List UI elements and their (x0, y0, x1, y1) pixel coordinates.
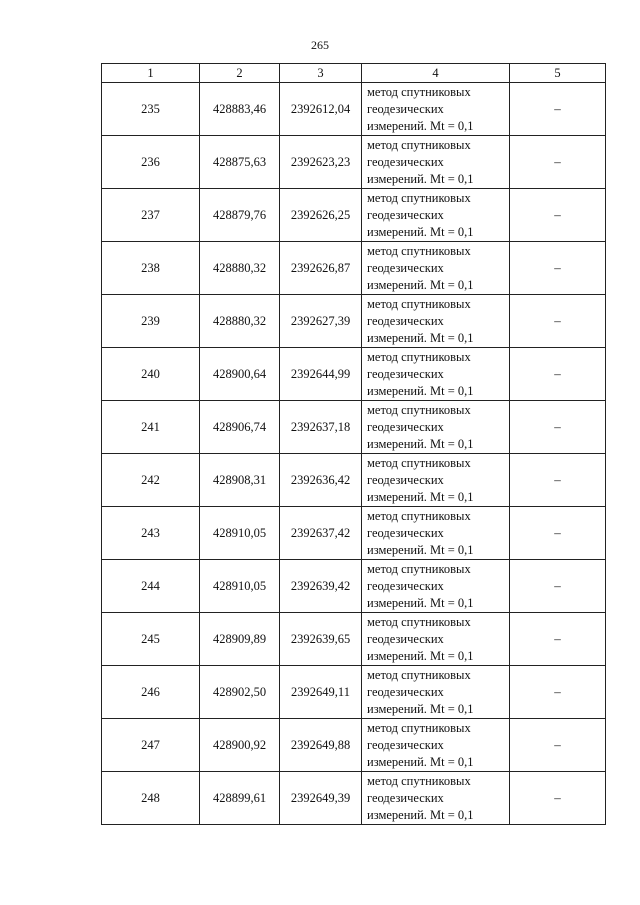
column-header-5: 5 (510, 64, 606, 83)
method-cell (362, 242, 510, 295)
y-coordinate-cell: 2392649,39 (280, 772, 362, 825)
method-cell (362, 454, 510, 507)
note-cell: – (510, 772, 606, 825)
point-number-cell: 241 (102, 401, 200, 454)
x-coordinate-cell: 428899,61 (200, 772, 280, 825)
method-cell (362, 136, 510, 189)
column-header-1: 1 (102, 64, 200, 83)
method-line: геодезических (367, 737, 444, 752)
method-cell (362, 189, 510, 242)
method-line: метод спутниковых (367, 561, 471, 576)
method-line: метод спутниковых (367, 137, 471, 152)
table-row (102, 136, 606, 189)
method-cell (362, 613, 510, 666)
method-cell (362, 719, 510, 772)
method-line: измерений. Mt = 0,1 (367, 648, 474, 663)
method-line: геодезических (367, 207, 444, 222)
method-cell (362, 666, 510, 719)
method-line: метод спутниковых (367, 243, 471, 258)
method-line: метод спутниковых (367, 84, 471, 99)
column-header-3: 3 (280, 64, 362, 83)
method-cell (362, 772, 510, 825)
method-line: геодезических (367, 366, 444, 381)
note-cell: – (510, 242, 606, 295)
method-line: метод спутниковых (367, 720, 471, 735)
method-line: измерений. Mt = 0,1 (367, 277, 474, 292)
point-number-cell: 247 (102, 719, 200, 772)
method-line: геодезических (367, 260, 444, 275)
method-line: метод спутниковых (367, 402, 471, 417)
point-number-cell: 244 (102, 560, 200, 613)
method-line: метод спутниковых (367, 508, 471, 523)
note-cell: – (510, 348, 606, 401)
x-coordinate-cell: 428910,05 (200, 507, 280, 560)
y-coordinate-cell: 2392636,42 (280, 454, 362, 507)
note-cell: – (510, 401, 606, 454)
point-number-cell: 239 (102, 295, 200, 348)
table-header-row (102, 64, 606, 83)
x-coordinate-cell: 428875,63 (200, 136, 280, 189)
method-line: измерений. Mt = 0,1 (367, 701, 474, 716)
point-number-cell: 245 (102, 613, 200, 666)
method-line: измерений. Mt = 0,1 (367, 436, 474, 451)
note-cell: – (510, 454, 606, 507)
y-coordinate-cell: 2392639,65 (280, 613, 362, 666)
y-coordinate-cell: 2392639,42 (280, 560, 362, 613)
note-cell: – (510, 136, 606, 189)
point-number-cell: 242 (102, 454, 200, 507)
point-number-cell: 243 (102, 507, 200, 560)
column-header-4: 4 (362, 64, 510, 83)
method-line: измерений. Mt = 0,1 (367, 807, 474, 822)
method-line: измерений. Mt = 0,1 (367, 383, 474, 398)
method-cell (362, 83, 510, 136)
method-line: измерений. Mt = 0,1 (367, 754, 474, 769)
y-coordinate-cell: 2392644,99 (280, 348, 362, 401)
method-line: геодезических (367, 631, 444, 646)
table-row (102, 719, 606, 772)
table-row (102, 189, 606, 242)
x-coordinate-cell: 428906,74 (200, 401, 280, 454)
method-line: метод спутниковых (367, 773, 471, 788)
method-line: геодезических (367, 419, 444, 434)
table-row (102, 666, 606, 719)
x-coordinate-cell: 428883,46 (200, 83, 280, 136)
table-row (102, 613, 606, 666)
table-row (102, 348, 606, 401)
method-line: геодезических (367, 154, 444, 169)
method-cell (362, 560, 510, 613)
method-line: измерений. Mt = 0,1 (367, 224, 474, 239)
method-line: измерений. Mt = 0,1 (367, 330, 474, 345)
note-cell: – (510, 295, 606, 348)
method-line: геодезических (367, 684, 444, 699)
table-row (102, 295, 606, 348)
y-coordinate-cell: 2392627,39 (280, 295, 362, 348)
x-coordinate-cell: 428908,31 (200, 454, 280, 507)
method-line: измерений. Mt = 0,1 (367, 489, 474, 504)
note-cell: – (510, 189, 606, 242)
method-line: геодезических (367, 472, 444, 487)
table-row (102, 772, 606, 825)
y-coordinate-cell: 2392649,88 (280, 719, 362, 772)
table-body (102, 83, 606, 825)
method-cell (362, 295, 510, 348)
method-line: измерений. Mt = 0,1 (367, 542, 474, 557)
y-coordinate-cell: 2392637,42 (280, 507, 362, 560)
x-coordinate-cell: 428900,64 (200, 348, 280, 401)
table-row (102, 401, 606, 454)
note-cell: – (510, 666, 606, 719)
x-coordinate-cell: 428910,05 (200, 560, 280, 613)
method-line: измерений. Mt = 0,1 (367, 118, 474, 133)
note-cell: – (510, 83, 606, 136)
x-coordinate-cell: 428902,50 (200, 666, 280, 719)
method-line: метод спутниковых (367, 190, 471, 205)
method-line: геодезических (367, 578, 444, 593)
table-row (102, 83, 606, 136)
method-line: метод спутниковых (367, 455, 471, 470)
column-header-2: 2 (200, 64, 280, 83)
method-cell (362, 348, 510, 401)
coordinates-table (101, 63, 606, 825)
point-number-cell: 237 (102, 189, 200, 242)
x-coordinate-cell: 428880,32 (200, 242, 280, 295)
x-coordinate-cell: 428879,76 (200, 189, 280, 242)
y-coordinate-cell: 2392623,23 (280, 136, 362, 189)
method-line: метод спутниковых (367, 614, 471, 629)
point-number-cell: 240 (102, 348, 200, 401)
note-cell: – (510, 719, 606, 772)
x-coordinate-cell: 428880,32 (200, 295, 280, 348)
method-cell (362, 401, 510, 454)
method-line: геодезических (367, 313, 444, 328)
note-cell: – (510, 613, 606, 666)
point-number-cell: 235 (102, 83, 200, 136)
method-line: метод спутниковых (367, 349, 471, 364)
note-cell: – (510, 560, 606, 613)
page-number: 265 (311, 38, 329, 52)
point-number-cell: 236 (102, 136, 200, 189)
y-coordinate-cell: 2392626,87 (280, 242, 362, 295)
table-row (102, 507, 606, 560)
note-cell: – (510, 507, 606, 560)
x-coordinate-cell: 428909,89 (200, 613, 280, 666)
method-line: геодезических (367, 525, 444, 540)
method-line: метод спутниковых (367, 296, 471, 311)
method-cell (362, 507, 510, 560)
method-line: метод спутниковых (367, 667, 471, 682)
method-line: измерений. Mt = 0,1 (367, 595, 474, 610)
method-line: геодезических (367, 101, 444, 116)
table-row (102, 242, 606, 295)
x-coordinate-cell: 428900,92 (200, 719, 280, 772)
y-coordinate-cell: 2392626,25 (280, 189, 362, 242)
point-number-cell: 246 (102, 666, 200, 719)
table-row (102, 560, 606, 613)
point-number-cell: 238 (102, 242, 200, 295)
point-number-cell: 248 (102, 772, 200, 825)
table-row (102, 454, 606, 507)
method-line: геодезических (367, 790, 444, 805)
y-coordinate-cell: 2392649,11 (280, 666, 362, 719)
y-coordinate-cell: 2392637,18 (280, 401, 362, 454)
y-coordinate-cell: 2392612,04 (280, 83, 362, 136)
method-line: измерений. Mt = 0,1 (367, 171, 474, 186)
